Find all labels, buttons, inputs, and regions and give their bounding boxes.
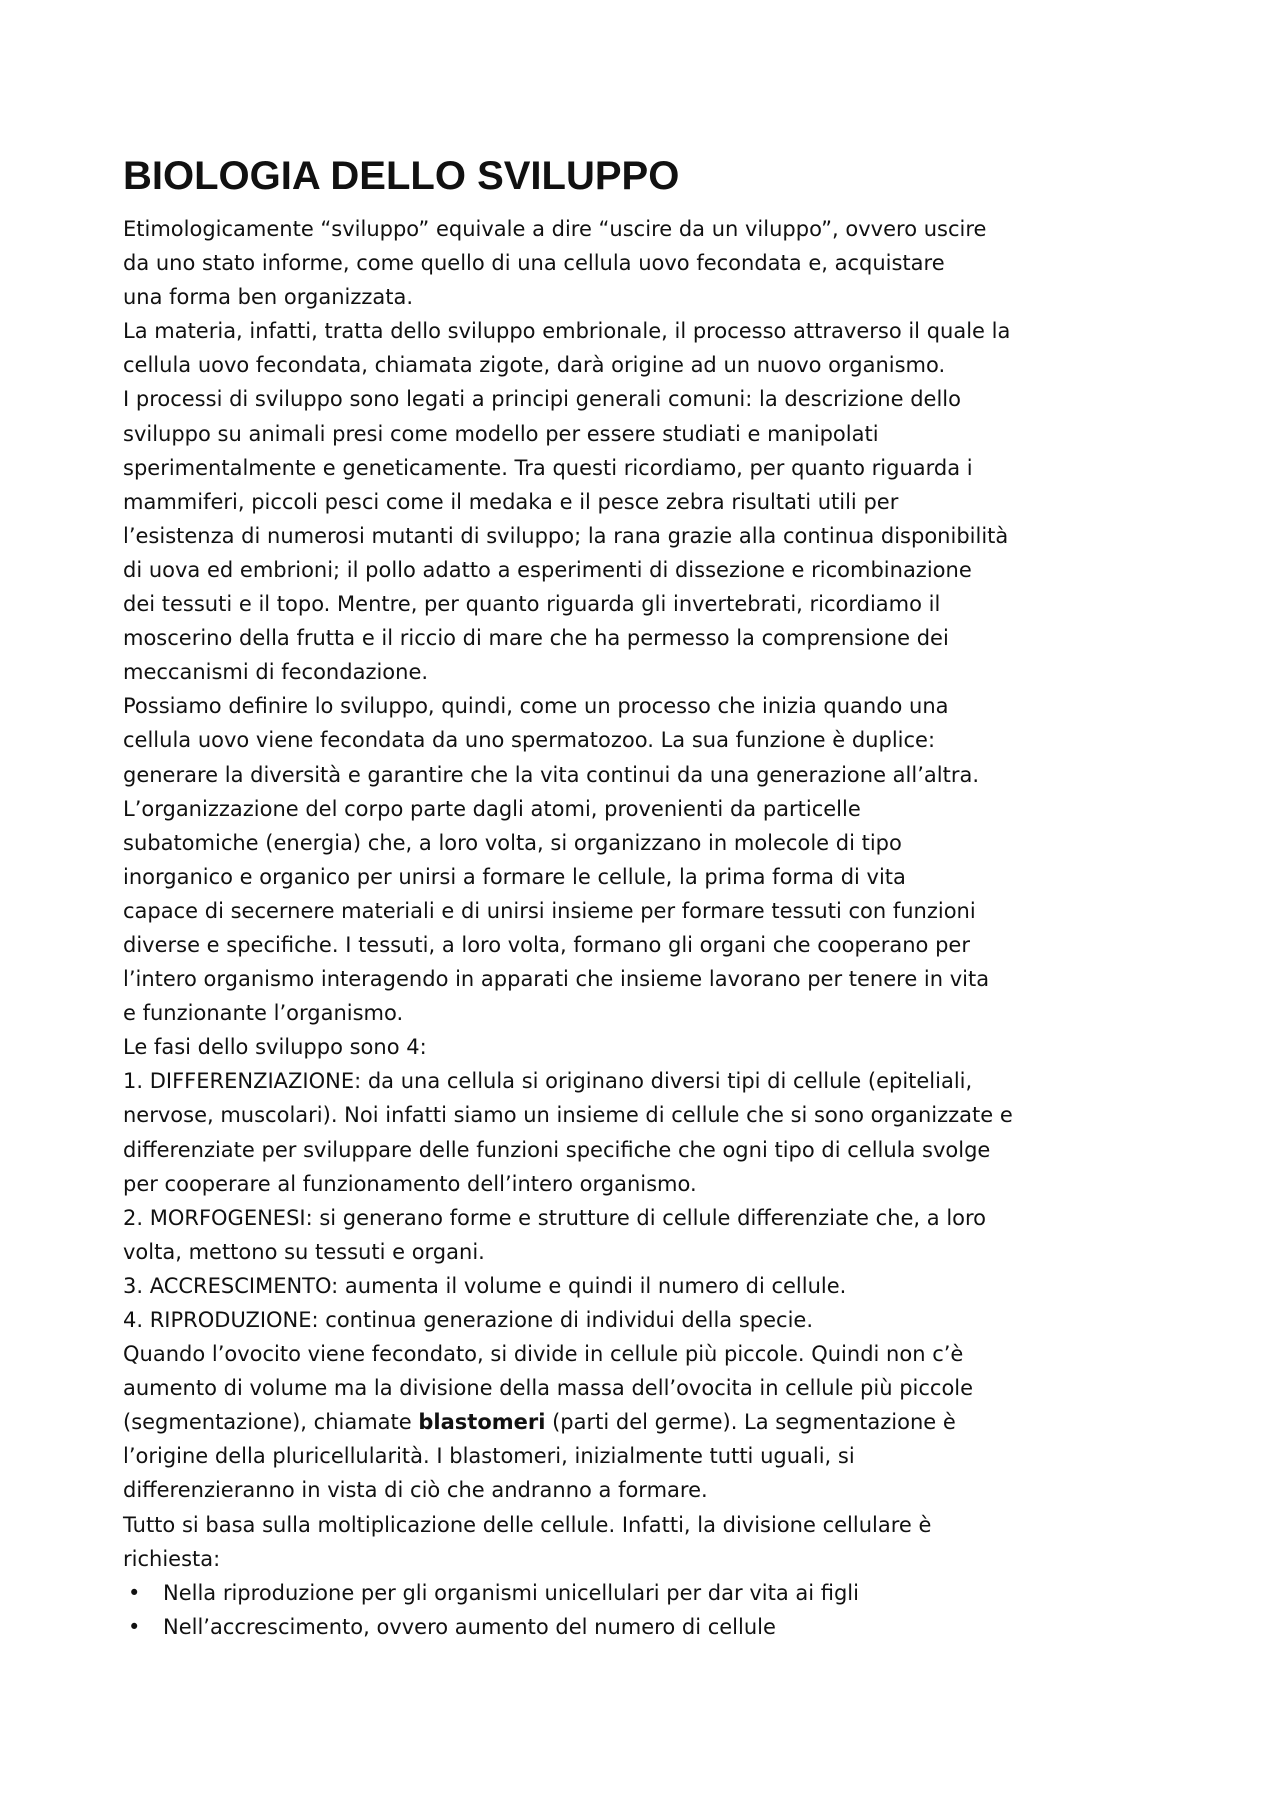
text-line: una forma ben organizzata.	[123, 285, 414, 310]
text-line: differenziate per sviluppare delle funzioni specifiche che ogni tipo di cellula svolge	[123, 1137, 991, 1162]
text-line: diverse e specifiche. I tessuti, a loro volta, formano gli organi che cooperano per	[123, 932, 970, 957]
paragraph-block	[123, 212, 1183, 1405]
paragraph-block	[123, 1439, 1183, 1575]
text-line: L’organizzazione del corpo parte dagli atomi, provenienti da particelle	[123, 796, 861, 821]
bullet-text: Nell’accrescimento, ovvero aumento del numero di cellule	[163, 1614, 776, 1639]
text-line: moscerino della frutta e il riccio di mare che ha permesso la comprensione dei	[123, 626, 949, 651]
text-line: Tutto si basa sulla moltiplicazione delle cellule. Infatti, la divisione cellulare è	[123, 1512, 932, 1537]
text-line-blastomeri	[123, 1405, 1183, 1439]
bullet-item	[123, 1610, 1183, 1644]
text-line: generare la diversità e garantire che la vita continui da una generazione all’altra.	[123, 762, 979, 787]
text-line: Etimologicamente “sviluppo” equivale a dire “uscire da un viluppo”, ovvero uscire	[123, 217, 987, 241]
bullet-text: Nella riproduzione per gli organismi unicellulari per dar vita ai figli	[163, 1580, 859, 1605]
text-line: per cooperare al funzionamento dell’intero organismo.	[123, 1171, 697, 1196]
bullet-dot-icon: •	[128, 1614, 141, 1639]
text-line: volta, mettono su tessuti e organi.	[123, 1239, 485, 1264]
text-segment: (segmentazione), chiamate	[123, 1410, 419, 1435]
text-line: aumento di volume ma la divisione della massa dell’ovocita in cellule più piccole	[123, 1376, 974, 1401]
text-line: e funzionante l’organismo.	[123, 1001, 404, 1026]
bold-term-blastomeri: blastomeri	[418, 1410, 546, 1435]
text-line: sviluppo su animali presi come modello per essere studiati e manipolati	[123, 421, 879, 446]
page-title: BIOLOGIA DELLO SVILUPPO	[123, 154, 680, 198]
text-line: capace di secernere materiali e di unirsi insieme per formare tessuti con funzioni	[123, 898, 976, 923]
text-line: differenzieranno in vista di ciò che andranno a formare.	[123, 1478, 708, 1503]
text-line: mammiferi, piccoli pesci come il medaka e il pesce zebra risultati utili per	[123, 489, 899, 514]
text-line: meccanismi di fecondazione.	[123, 660, 429, 685]
text-line: inorganico e organico per unirsi a formare le cellule, la prima forma di vita	[123, 864, 906, 889]
text-segment: (parti del germe). La segmentazione è	[545, 1410, 956, 1435]
text-line: da uno stato informe, come quello di una cellula uovo fecondata e, acquistare	[123, 251, 945, 276]
text-line: 1. DIFFERENZIAZIONE: da una cellula si originano diversi tipi di cellule (epiteliali,	[123, 1069, 973, 1094]
text-line: l’intero organismo interagendo in apparati che insieme lavorano per tenere in vita	[123, 967, 990, 992]
bullet-dot-icon: •	[128, 1580, 141, 1605]
text-line: sperimentalmente e geneticamente. Tra questi ricordiamo, per quanto riguarda i	[123, 455, 973, 480]
text-line: dei tessuti e il topo. Mentre, per quanto riguarda gli invertebrati, ricordiamo il	[123, 592, 941, 617]
text-line: Quando l’ovocito viene fecondato, si divide in cellule più piccole. Quindi non c’è	[123, 1342, 964, 1367]
document-page	[123, 150, 1183, 1644]
text-line: l’origine della pluricellularità. I blastomeri, inizialmente tutti uguali, si	[123, 1444, 855, 1469]
text-line: cellula uovo fecondata, chiamata zigote, darà origine ad un nuovo organismo.	[123, 353, 946, 378]
text-line: Possiamo definire lo sviluppo, quindi, come un processo che inizia quando una	[123, 694, 949, 719]
text-line: nervose, muscolari). Noi infatti siamo un insieme di cellule che si sono organizzate e	[123, 1103, 1013, 1128]
bullet-list	[123, 1576, 1183, 1644]
text-line: 3. ACCRESCIMENTO: aumenta il volume e quindi il numero di cellule.	[123, 1273, 847, 1298]
text-line: 2. MORFOGENESI: si generano forme e strutture di cellule differenziate che, a loro	[123, 1205, 987, 1230]
text-line: Le fasi dello sviluppo sono 4:	[123, 1035, 427, 1060]
text-line: cellula uovo viene fecondata da uno spermatozoo. La sua funzione è duplice:	[123, 728, 936, 753]
text-line: richiesta:	[123, 1546, 221, 1571]
text-line: di uova ed embrioni; il pollo adatto a esperimenti di dissezione e ricombinazione	[123, 557, 972, 582]
text-line: l’esistenza di numerosi mutanti di sviluppo; la rana grazie alla continua disponibilità	[123, 523, 1009, 548]
text-line: La materia, infatti, tratta dello sviluppo embrionale, il processo attraverso il quale la	[123, 319, 1011, 344]
text-line: I processi di sviluppo sono legati a principi generali comuni: la descrizione dello	[123, 387, 961, 412]
text-line: 4. RIPRODUZIONE: continua generazione di individui della specie.	[123, 1308, 814, 1332]
document-body	[123, 212, 1183, 1644]
bullet-item	[123, 1576, 1183, 1610]
text-line: subatomiche (energia) che, a loro volta, si organizzano in molecole di tipo	[123, 830, 902, 855]
